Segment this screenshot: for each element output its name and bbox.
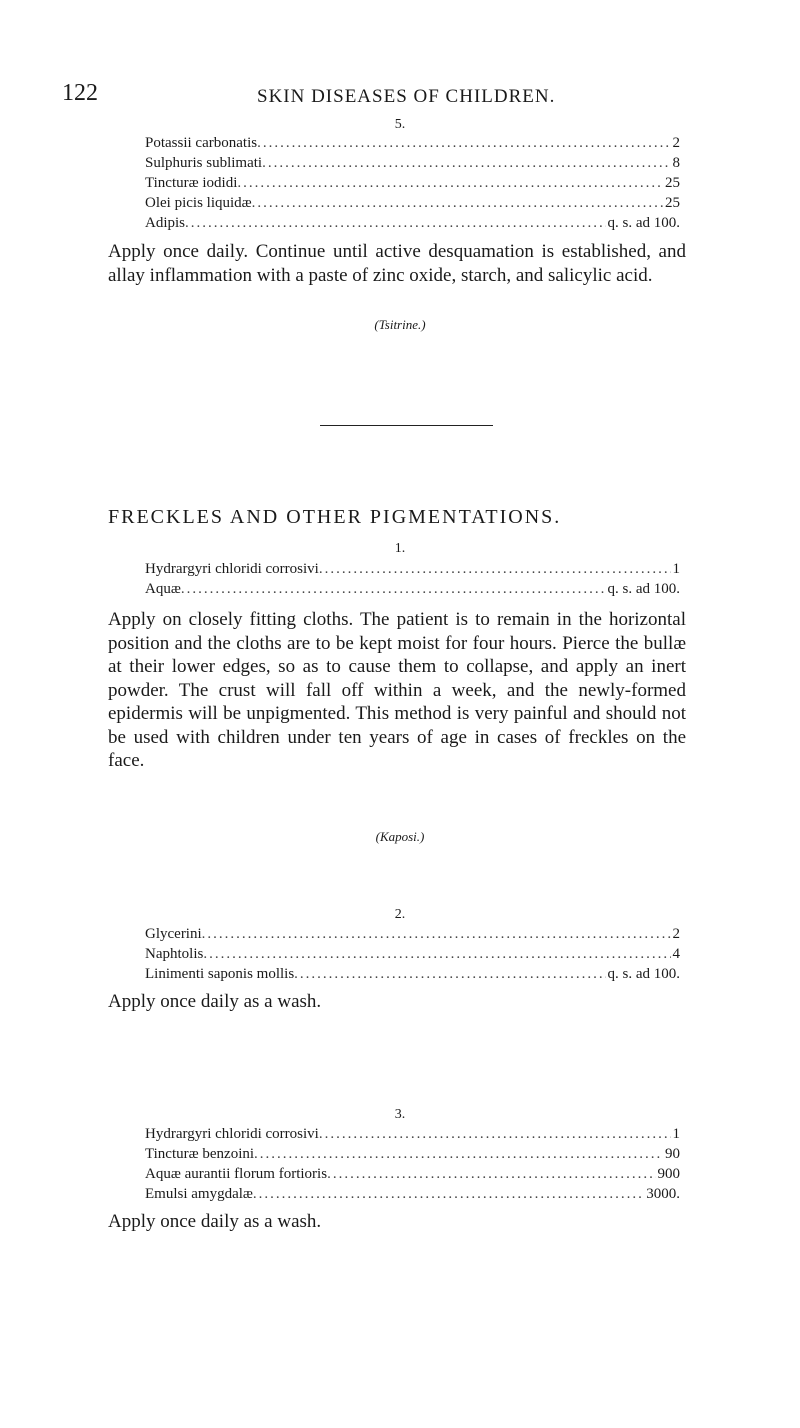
ingredient-quantity: 900 xyxy=(657,1166,680,1182)
ingredient-row xyxy=(145,1146,680,1166)
ingredient-quantity: 25 xyxy=(665,175,680,191)
ingredient-row xyxy=(145,215,680,235)
ingredient-quantity: q. s. ad 100. xyxy=(607,966,680,982)
instructions-paragraph: Apply once daily as a wash. xyxy=(108,1211,322,1232)
ingredient-name: Olei picis liquidæ xyxy=(145,195,252,211)
citation: (Kaposi.) xyxy=(375,829,425,844)
ingredient-quantity: 2 xyxy=(672,135,680,151)
ingredient-row xyxy=(145,946,680,966)
ingredient-name: Aquæ aurantii florum fortioris xyxy=(145,1166,328,1182)
ingredient-name: Hydrargyri chloridi corrosivi xyxy=(145,1126,319,1142)
page-header xyxy=(62,80,682,110)
leader-dots xyxy=(319,1126,671,1143)
instructions-paragraph: Apply once daily. Continue until active desquamation is established, and allay inflammation with a paste of zinc oxide, starch, and salicylic acid. xyxy=(108,241,686,286)
section-divider xyxy=(320,425,493,426)
leader-dots xyxy=(237,175,663,192)
ingredient-name: Aquæ xyxy=(145,581,181,597)
ingredient-row xyxy=(145,135,680,155)
page-number: 122 xyxy=(62,80,98,106)
prescription-1 xyxy=(145,561,680,601)
ingredient-quantity: 1 xyxy=(672,561,680,577)
ingredient-name: Tincturæ iodidi xyxy=(145,175,238,191)
prescription-number: 5. xyxy=(394,117,406,132)
prescription-3 xyxy=(145,1126,680,1206)
leader-dots xyxy=(253,1186,644,1203)
ingredient-name: Naphtolis xyxy=(145,946,204,962)
leader-dots xyxy=(252,195,663,212)
ingredient-name: Potassii carbonatis xyxy=(145,135,258,151)
prescription-number: 1. xyxy=(394,541,406,556)
ingredient-name: Emulsi amygdalæ xyxy=(145,1186,253,1202)
ingredient-quantity: 90 xyxy=(665,1146,680,1162)
ingredient-name: Tincturæ benzoini xyxy=(145,1146,255,1162)
ingredient-quantity: 4 xyxy=(672,946,680,962)
instructions-paragraph: Apply once daily as a wash. xyxy=(108,991,322,1012)
leader-dots xyxy=(254,1146,663,1163)
instructions-paragraph: Apply on closely fitting cloths. The patient is to remain in the horizontal position and the cloths are to be kept moist for four hours. Pierce the bullæ at their lower edges, so as to cause them to collapse, and apply an inert powder. The crust will fall off within a week, and the newly-formed epidermis will be unpigmented. This method is very painful and should not be used with children under ten years of age in cases of freckles on the face. xyxy=(108,609,686,771)
ingredient-row xyxy=(145,155,680,175)
ingredient-quantity: 3000. xyxy=(646,1186,680,1202)
ingredient-row xyxy=(145,966,680,986)
leader-dots xyxy=(327,1166,655,1183)
leader-dots xyxy=(185,215,605,232)
ingredient-row xyxy=(145,1126,680,1146)
leader-dots xyxy=(257,135,670,152)
citation: (Tsitrine.) xyxy=(374,317,426,332)
prescription-2 xyxy=(145,926,680,986)
running-title: SKIN DISEASES OF CHILDREN. xyxy=(257,86,556,107)
ingredient-quantity: 8 xyxy=(672,155,680,171)
ingredient-name: Hydrargyri chloridi corrosivi xyxy=(145,561,319,577)
ingredient-quantity: q. s. ad 100. xyxy=(607,581,680,597)
ingredient-quantity: 1 xyxy=(672,1126,680,1142)
leader-dots xyxy=(181,581,606,598)
prescription-number: 2. xyxy=(394,907,406,922)
ingredient-row xyxy=(145,926,680,946)
ingredient-quantity: 25 xyxy=(665,195,680,211)
leader-dots xyxy=(203,946,670,963)
ingredient-name: Linimenti saponis mollis xyxy=(145,966,295,982)
ingredient-name: Sulphuris sublimati xyxy=(145,155,263,171)
section-heading: FRECKLES AND OTHER PIGMENTATIONS. xyxy=(108,506,562,528)
ingredient-name: Glycerini xyxy=(145,926,202,942)
ingredient-row xyxy=(145,175,680,195)
ingredient-quantity: 2 xyxy=(672,926,680,942)
ingredient-name: Adipis xyxy=(145,215,186,231)
ingredient-row xyxy=(145,1186,680,1206)
leader-dots xyxy=(319,561,671,578)
leader-dots xyxy=(202,926,671,943)
ingredient-quantity: q. s. ad 100. xyxy=(607,215,680,231)
leader-dots xyxy=(262,155,670,172)
leader-dots xyxy=(294,966,605,983)
ingredient-row xyxy=(145,581,680,601)
prescription-number: 3. xyxy=(394,1107,406,1122)
ingredient-row xyxy=(145,561,680,581)
prescription-5 xyxy=(145,135,680,235)
ingredient-row xyxy=(145,195,680,215)
ingredient-row xyxy=(145,1166,680,1186)
